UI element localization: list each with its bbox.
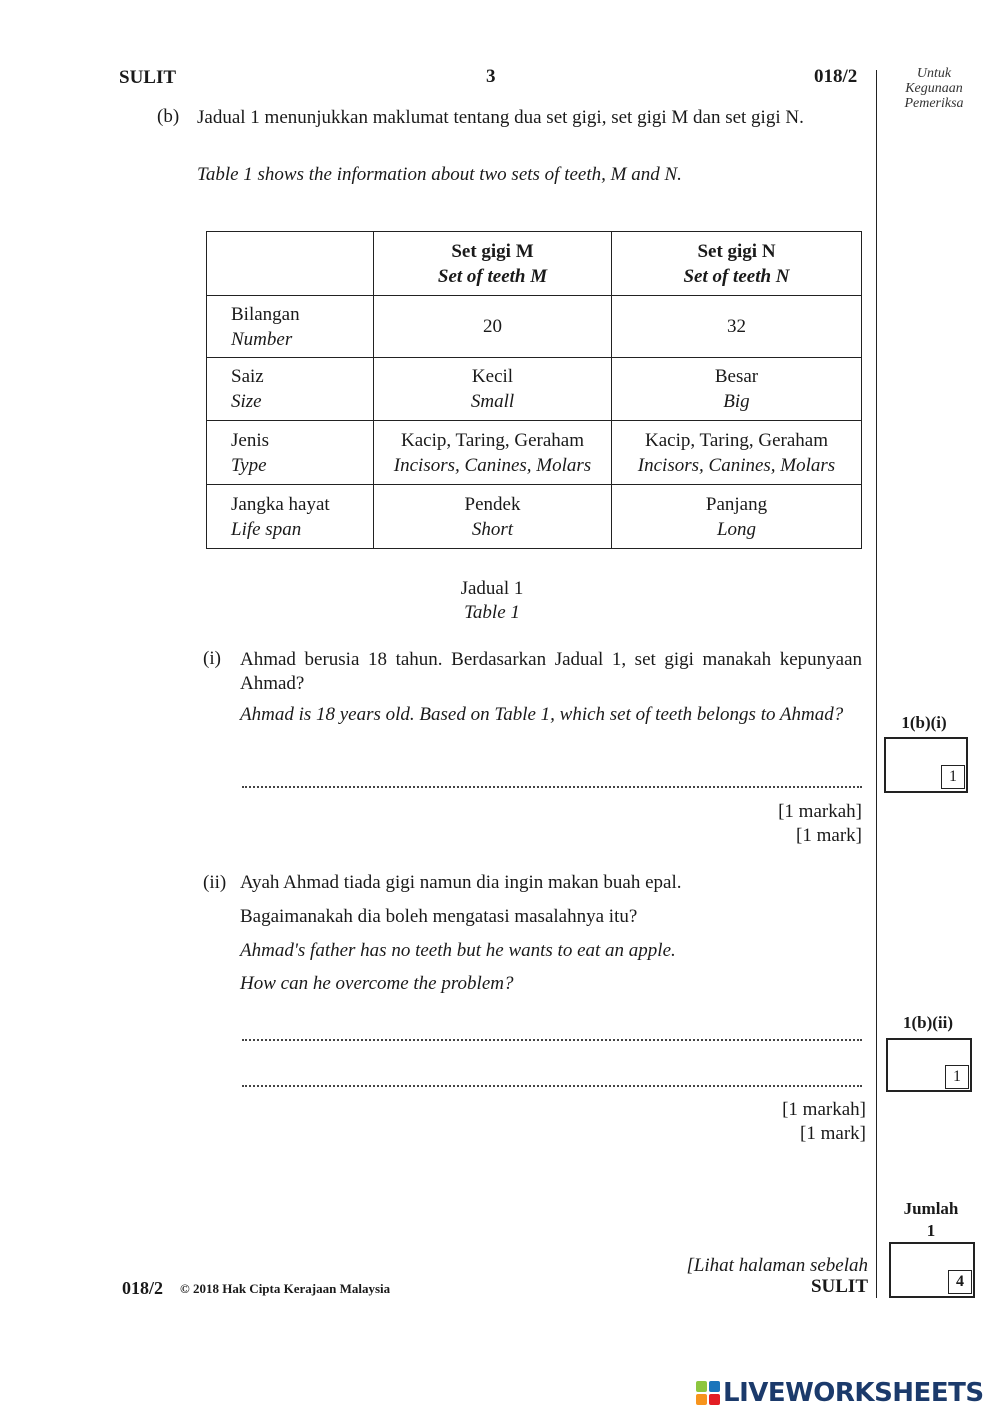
footer-sulit: SULIT (810, 1276, 868, 1297)
total-label (881, 1198, 981, 1242)
row-label-english: Size (231, 391, 262, 412)
question-i-number: (i) (203, 648, 221, 669)
header-n-malay: Set gigi N (697, 240, 776, 262)
row-label (207, 358, 374, 421)
table-caption (392, 577, 592, 625)
cell-n (612, 358, 862, 421)
header-n-english: Set of teeth N (683, 265, 790, 287)
row-label-english: Life span (231, 518, 302, 540)
total-max-score: 4 (948, 1270, 972, 1294)
question-ii-english-2: How can he overcome the problem? (240, 973, 514, 994)
logo-square-orange (696, 1394, 707, 1405)
logo-square-red (709, 1394, 720, 1405)
mark-allocation-ii (700, 1098, 866, 1146)
part-letter: (b) (157, 106, 180, 127)
teeth-table (206, 231, 862, 549)
score-box-1bi[interactable] (884, 737, 968, 793)
next-page-note: [Lihat halaman sebelah (686, 1255, 868, 1276)
liveworksheets-logo (696, 1378, 984, 1408)
table-caption-english: Table 1 (464, 602, 520, 623)
cell-n (612, 485, 862, 549)
question-i-malay: Ahmad berusia 18 tahun. Berdasarkan Jadual 1, set gigi manakah kepunyaan Ahmad? (240, 649, 862, 694)
footer-code: 018/2 (122, 1278, 164, 1298)
table-row (207, 421, 862, 485)
mark-english: [1 mark] (796, 825, 862, 846)
cell-n (612, 296, 862, 358)
cell-n-english: Incisors, Canines, Molars (637, 454, 836, 476)
total-label-sub: 1 (926, 1221, 936, 1240)
mark-allocation-i (700, 800, 862, 848)
footer-copyright: © 2018 Hak Cipta Kerajaan Malaysia (180, 1281, 391, 1296)
row-label-malay: Jangka hayat (231, 493, 330, 515)
cell-m-english: Short (471, 518, 514, 540)
row-label-malay: Jenis (231, 429, 269, 451)
cell-n-malay: Kacip, Taring, Geraham (645, 429, 828, 451)
liveworksheets-wordmark: LIVEWORKSHEETS (723, 1378, 984, 1408)
answer-line-i[interactable] (242, 786, 862, 788)
page-number: 3 (486, 66, 496, 87)
mark-english: [1 mark] (800, 1123, 866, 1144)
cell-m (374, 358, 612, 421)
row-label-english: Number (231, 328, 293, 350)
score-label-1bi: 1(b)(i) (901, 713, 947, 732)
examiner-note-line: Kegunaan (905, 81, 963, 96)
question-ii-english-1: Ahmad's father has no teeth but he wants to eat an apple. (240, 940, 676, 961)
score-label-1bii: 1(b)(ii) (902, 1013, 954, 1032)
row-label-malay: Saiz (231, 366, 264, 387)
cell-m-malay: Kecil (471, 366, 514, 387)
cell-m (374, 485, 612, 549)
question-ii-number: (ii) (203, 872, 227, 893)
cell-n-english: Big (723, 391, 750, 412)
mark-malay: [1 markah] (778, 801, 862, 822)
header-m-english: Set of teeth M (437, 265, 548, 287)
logo-square-green (696, 1381, 707, 1392)
row-label (207, 421, 374, 485)
cell-m-english: Incisors, Canines, Molars (393, 454, 592, 476)
question-i-english: Ahmad is 18 years old. Based on Table 1, which set of teeth belongs to Ahmad? (240, 704, 844, 725)
score-box-1bii[interactable] (886, 1038, 972, 1092)
score-max-1bii: 1 (945, 1065, 969, 1089)
table-header-row (207, 232, 862, 296)
row-label (207, 296, 374, 358)
row-label (207, 485, 374, 549)
paper-code: 018/2 (814, 66, 858, 87)
cell-n (612, 421, 862, 485)
cell-n-english: Long (716, 518, 757, 540)
header-set-m (374, 232, 612, 296)
answer-line-ii-1[interactable] (242, 1039, 862, 1041)
cell-m (374, 421, 612, 485)
table-row (207, 358, 862, 421)
header-sulit: SULIT (119, 67, 177, 88)
row-label-english: Type (231, 454, 267, 476)
examiner-note-line: Untuk (916, 66, 952, 81)
table-row (207, 296, 862, 358)
header-set-n (612, 232, 862, 296)
cell-m-english: Small (470, 391, 515, 412)
mark-malay: [1 markah] (782, 1099, 866, 1120)
examiner-use-note (884, 66, 984, 111)
cell-n-malay: Panjang (705, 493, 768, 515)
cell-n-malay: Besar (714, 366, 759, 387)
table-row (207, 485, 862, 549)
cell-m (374, 296, 612, 358)
intro-english: Table 1 shows the information about two sets of teeth, M and N. (197, 164, 682, 185)
logo-square-blue (709, 1381, 720, 1392)
margin-divider (876, 70, 877, 1298)
header-m-malay: Set gigi M (451, 240, 534, 262)
row-label-malay: Bilangan (231, 303, 300, 325)
total-score-box[interactable] (889, 1242, 975, 1298)
cell-m-malay: Pendek (464, 493, 521, 515)
cell-m-malay: Kacip, Taring, Geraham (401, 429, 584, 451)
score-max-1bi: 1 (941, 765, 965, 789)
total-label-text: Jumlah (903, 1199, 959, 1218)
cell-n-malay: 32 (727, 316, 746, 337)
table-corner-cell (207, 232, 374, 296)
answer-line-ii-2[interactable] (242, 1085, 862, 1087)
cell-m-malay: 20 (483, 316, 502, 337)
question-ii-malay-2: Bagaimanakah dia boleh mengatasi masalahnya itu? (240, 906, 638, 927)
examiner-note-line: Pemeriksa (904, 96, 964, 111)
table-caption-malay: Jadual 1 (460, 578, 524, 599)
intro-malay: Jadual 1 menunjukkan maklumat tentang dua set gigi, set gigi M dan set gigi N. (197, 107, 804, 128)
question-ii-malay-1: Ayah Ahmad tiada gigi namun dia ingin makan buah epal. (240, 872, 682, 893)
liveworksheets-icon (696, 1381, 720, 1405)
